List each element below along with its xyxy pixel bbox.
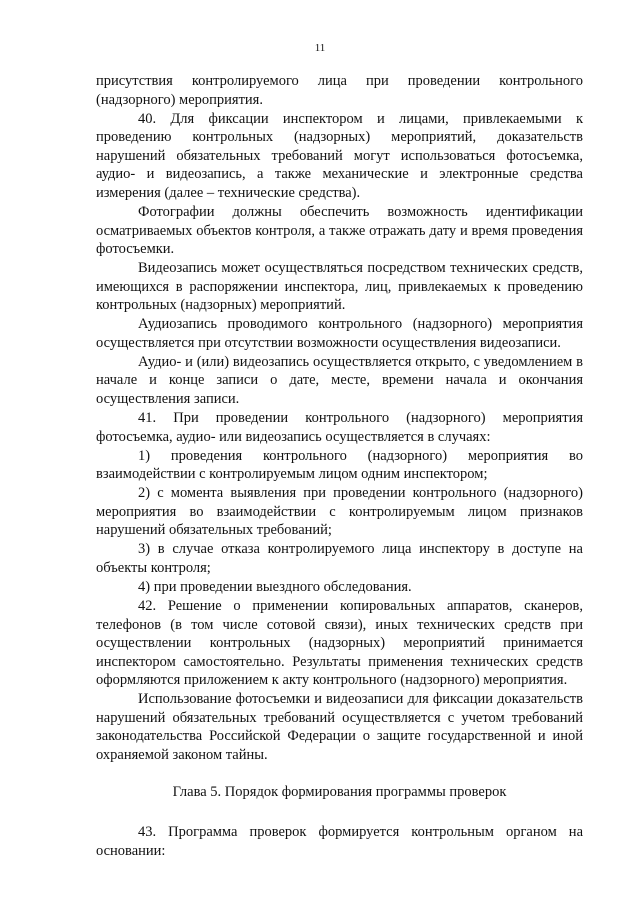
paragraph-item-40: 40. Для фиксации инспектором и лицами, привлекаемыми к проведению контрольных (надзорных) мероприятий, доказательств нарушений обязательных требований могут использоваться фотосъемка, аудио- и видеозапись, а также механические и электронные средства измерения (далее – технические средства).: [96, 110, 583, 201]
page-number: 11: [314, 42, 326, 54]
paragraph-photos: Фотографии должны обеспечить возможность идентификации осматриваемых объектов контроля, а также отражать дату и время проведения фотосъемки.: [96, 203, 583, 258]
document-body: [96, 72, 583, 860]
paragraph-item-43: 43. Программа проверок формируется контрольным органом на основании:: [96, 824, 583, 859]
list-item-41-2: 2) с момента выявления при проведении контрольного (надзорного) мероприятия во взаимодействии с контролируемым лицом признаков нарушений обязательных требований;: [96, 485, 583, 539]
list-item-41-4: 4) при проведении выездного обследования.: [138, 578, 412, 595]
chapter-heading: Глава 5. Порядок формирования программы проверок: [172, 783, 507, 800]
paragraph-continuation: присутствия контролируемого лица при проведении контрольного (надзорного) мероприятия.: [96, 73, 583, 108]
paragraph-item-42: 42. Решение о применении копировальных аппаратов, сканеров, телефонов (в том числе сотовой связи), иных технических средств при осуществлении контрольных (надзорных) мероприятий принимается инспектором самостоятельно. Результаты применения технических средств оформляются приложением к акту контрольного (надзорного) мероприятия.: [96, 597, 583, 689]
paragraph-audio: Аудиозапись проводимого контрольного (надзорного) мероприятия осуществляется при отсутствии возможности осуществления видеозаписи.: [96, 316, 583, 351]
paragraph-audio-video-open: Аудио- и (или) видеозапись осуществляется открыто, с уведомлением в начале и конце записи о дате, месте, времени начала и окончания осуществления записи.: [96, 353, 583, 408]
paragraph-item-41: 41. При проведении контрольного (надзорного) мероприятия фотосъемка, аудио- или видеозапись осуществляется в случаях:: [96, 410, 583, 445]
paragraph-video: Видеозапись может осуществляться посредством технических средств, имеющихся в распоряжении инспектора, лиц, привлекаемых к проведению контрольных (надзорных) мероприятий.: [96, 260, 583, 314]
list-item-41-1: 1) проведения контрольного (надзорного) мероприятия во взаимодействии с контролируемым лицом одним инспектором;: [96, 447, 583, 483]
list-item-41-3: 3) в случае отказа контролируемого лица инспектору в доступе на объекты контроля;: [96, 541, 583, 576]
paragraph-secrets: Использование фотосъемки и видеозаписи для фиксации доказательств нарушений обязательных требований осуществляется с учетом требований законодательства Российской Федерации о защите государственной и иной охраняемой законом тайны.: [96, 691, 583, 764]
